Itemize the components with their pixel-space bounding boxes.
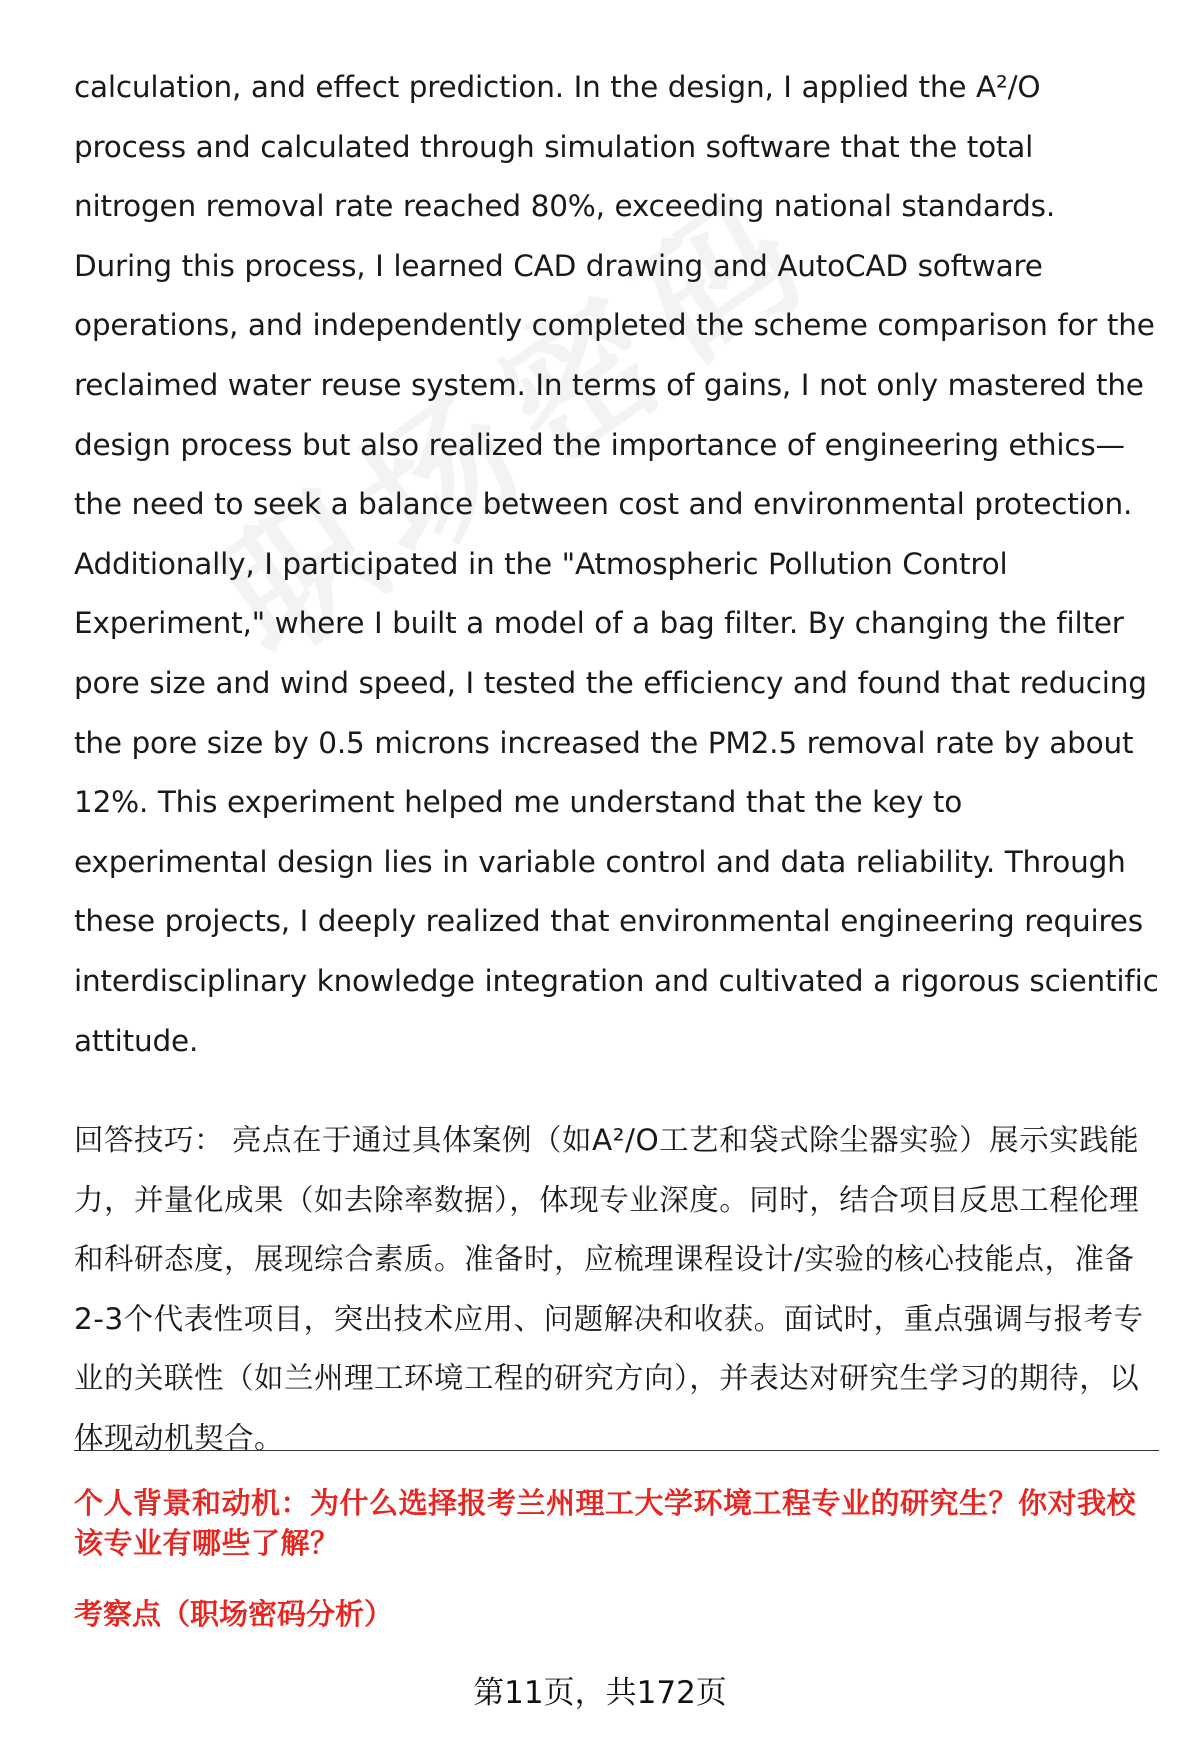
section-heading: 考察点（职场密码分析） xyxy=(74,1597,394,1631)
answer-tips-paragraph xyxy=(74,1111,1159,1468)
answer-tips-label: 回答技巧： xyxy=(74,1123,225,1158)
interview-question: 个人背景和动机：为什么选择报考兰州理工大学环境工程专业的研究生？你对我校该专业有哪些了解？ xyxy=(74,1486,1137,1560)
answer-paragraph: calculation, and effect prediction. In the design, I applied the A²/O process and calculated through simulation software that the total nitrogen removal rate reached 80%, exceeding national standards. During this process, I learned CAD drawing and AutoCAD software operations, and independently completed the scheme comparison for the reclaimed water reuse system. In terms of gains, I not only mastered the design process but also realized the importance of engineering ethics—the need to seek a balance between cost and environmental protection. Additionally, I participated in the "Atmospheric Pollution Control Experiment," where I built a model of a bag filter. By changing the filter pore size and wind speed, I tested the efficiency and found that reducing the pore size by 0.5 microns increased the PM2.5 removal rate by about 12%. This experiment helped me understand that the key to experimental design lies in variable control and data reliability. Through these projects, I deeply realized that environmental engineering requires interdisciplinary knowledge integration and cultivated a rigorous scientific attitude. xyxy=(74,70,1159,1058)
page-content xyxy=(74,58,1159,1468)
answer-tips-text: 亮点在于通过具体案例（如A²/O工艺和袋式除尘器实验）展示实践能力，并量化成果（如去除率数据），体现专业深度。同时，结合项目反思工程伦理和科研态度，展现综合素质。准备时，应梳理课程设计/实验的核心技能点，准备2-3个代表性项目，突出技术应用、问题解决和收获。面试时，重点强调与报考专业的关联性（如兰州理工环境工程的研究方向），并表达对研究生学习的期待，以体现动机契合。 xyxy=(74,1123,1144,1455)
section-divider xyxy=(74,1450,1159,1451)
page-indicator: 第11页，共172页 xyxy=(473,1675,727,1711)
